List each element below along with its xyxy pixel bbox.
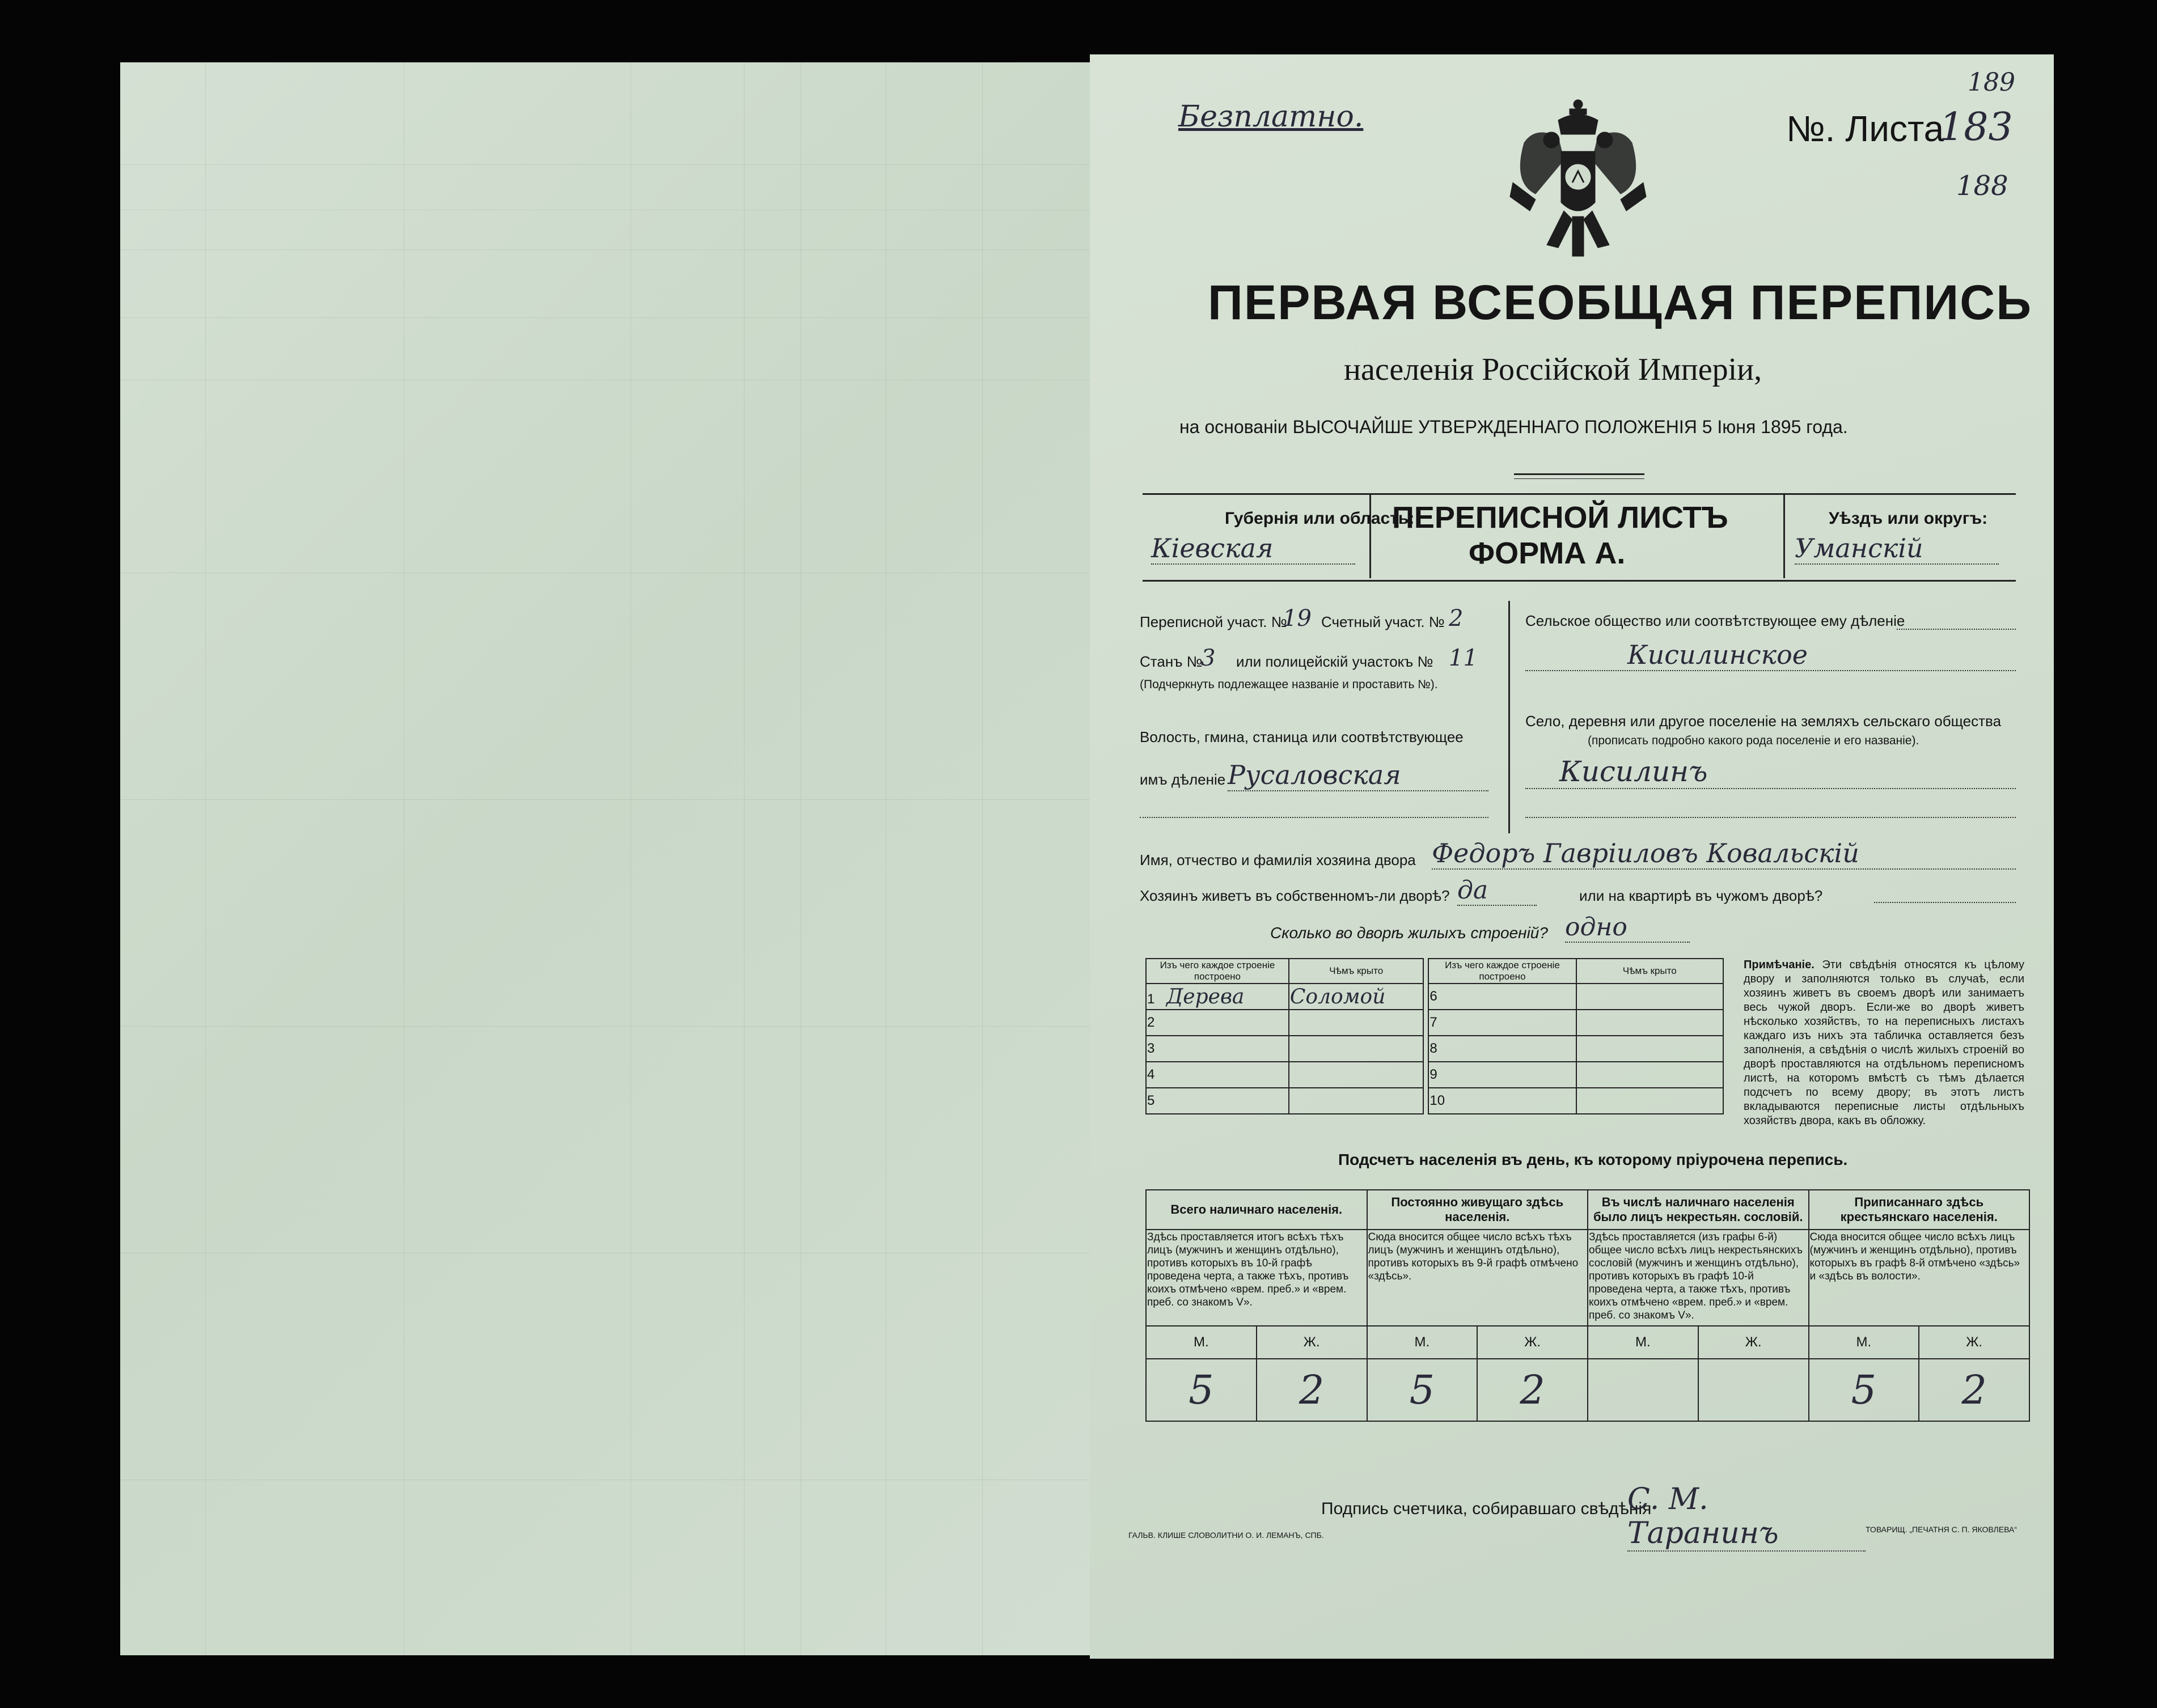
table-row: 1 Дерева Соломой 6 — [1146, 984, 1723, 1010]
sheet-number-below: 188 — [1956, 170, 2008, 202]
row1-roof: Соломой — [1289, 985, 1386, 1008]
stan-note: (Подчеркнуть подлежащее названіе и проставить №). — [1140, 678, 1438, 691]
registered-peasant-m: 5 — [1809, 1359, 1919, 1421]
count-table — [1145, 1189, 2030, 1422]
census-subtitle: населенія Россійской Имперіи, — [1344, 352, 1762, 387]
count-title: Подсчетъ населенія въ день, къ которому пріурочена перепись. — [1338, 1151, 1848, 1168]
registered-peasant-f: 2 — [1919, 1359, 2029, 1421]
gubernia-label: Губернія или область: — [1225, 509, 1415, 528]
fields-divider — [1508, 601, 1510, 833]
count-col2-desc: Сюда вносится общее число всѣхъ тѣхъ лицъ (мужчинъ и женщинъ отдѣльно), противъ которыхъ въ 9-й графѣ отмѣчено «здѣсь». — [1367, 1230, 1588, 1326]
owner-value: Федоръ Гаврiиловъ Ковальскiй — [1432, 838, 2016, 870]
sheet-number-corner: 189 — [1968, 68, 2015, 97]
village-note: (прописать подробно какого рода поселеніе и его названіе). — [1588, 734, 1919, 747]
society-line-top — [1897, 628, 2016, 630]
count-col1-head: Всего наличнаго населенія. — [1146, 1190, 1367, 1230]
left-page — [120, 62, 1091, 1655]
table-row: 5 10 — [1146, 1088, 1723, 1114]
stan-value: 3 — [1201, 645, 1216, 671]
note-title: Примѣчаніе. — [1744, 959, 1815, 971]
buildings-col-material-1: Изъ чего каждое строеніе построено — [1146, 959, 1289, 984]
table-row: 2 7 — [1146, 1010, 1723, 1036]
ornament-divider — [1514, 473, 1644, 479]
count-f-label: Ж. — [1257, 1326, 1367, 1359]
form-title-line1: ПЕРЕПИСНОЙ ЛИСТЪ — [1392, 501, 1728, 535]
count-m-label: М. — [1146, 1326, 1257, 1359]
buildings-col-roof-1: Чѣмъ крыто — [1289, 959, 1424, 984]
count-f-label: Ж. — [1919, 1326, 2029, 1359]
signature-label: Подпись счетчика, собиравшаго свѣдѣнія — [1321, 1499, 1652, 1518]
total-present-m: 5 — [1146, 1359, 1257, 1421]
police-label: или полицейскій участокъ № — [1236, 653, 1433, 670]
owner-label: Имя, отчество и фамилія хозяина двора — [1140, 851, 1416, 868]
society-label: Сельское общество или соотвѣтствующее ему дѣленіе — [1525, 612, 1905, 629]
uezd-value: Уманскій — [1795, 533, 1999, 565]
permanent-m: 5 — [1367, 1359, 1478, 1421]
society-value: Кисилинское — [1525, 639, 2016, 671]
count-m-label: М. — [1367, 1326, 1478, 1359]
village-value: Кисилинъ — [1525, 755, 2016, 789]
count-district-label: Счетный участ. № — [1321, 613, 1445, 630]
count-col2-head: Постоянно живущаго здѣсь населенія. — [1367, 1190, 1588, 1230]
non-peasant-m — [1588, 1359, 1698, 1421]
rent-label: или на квартирѣ въ чужомъ дворѣ? — [1579, 887, 1823, 904]
stan-label: Станъ № — [1140, 653, 1203, 670]
village-extra-line — [1525, 816, 2016, 818]
form-header-divider-left — [1369, 493, 1371, 578]
sheet-number-value: 183 — [1939, 105, 2013, 150]
census-basis: на основаніи ВЫСОЧАЙШЕ УТВЕРЖДЕННАГО ПОЛОЖЕНІЯ 5 Іюня 1895 года. — [1179, 417, 1848, 437]
buildings-value: одно — [1565, 913, 1690, 943]
count-m-label: М. — [1588, 1326, 1698, 1359]
census-district-value: 19 — [1283, 605, 1312, 632]
free-label: Безплатно. — [1178, 100, 1364, 134]
census-district-label: Переписной участ. № — [1140, 613, 1287, 630]
volost-value: Русаловская — [1228, 760, 1488, 791]
police-value: 11 — [1449, 645, 1478, 671]
owns-value: да — [1457, 876, 1537, 906]
imperial-eagle-emblem — [1502, 98, 1655, 262]
non-peasant-f — [1698, 1359, 1809, 1421]
count-district-value: 2 — [1449, 605, 1464, 632]
row1-material: Дерева — [1166, 985, 1245, 1008]
note-text: Эти свѣдѣнія относятся къ цѣлому двору и заполняются только въ случаѣ, если хозяинъ живетъ въ своемъ дворѣ или занимаетъ весь чужой дворъ. Если-же во дворѣ живетъ нѣсколько хозяйствъ, то на переписныхъ листахъ каждаго изъ нихъ эта табличка оставляется безъ заполненія, а свѣдѣнія о числѣ жилыхъ строеній во дворѣ проставляются на отдѣльномъ переписномъ листѣ, на которомъ вмѣстѣ съ тѣмъ дѣлается подсчетъ по всему двору; въ этотъ листъ вкладываются переписные листы отдѣльныхъ хозяйствъ двора, какъ въ обложку. — [1744, 959, 2024, 1127]
rent-line — [1874, 901, 2016, 903]
permanent-f: 2 — [1477, 1359, 1588, 1421]
sheet-number-label: №. Листа — [1786, 108, 1944, 149]
form-title-line2: ФОРМА А. — [1469, 536, 1626, 570]
count-f-label: Ж. — [1698, 1326, 1809, 1359]
count-col3-head: Въ числѣ наличнаго населенія было лицъ некрестьян. сословій. — [1588, 1190, 1809, 1230]
volost-label-2: имъ дѣленіе — [1140, 771, 1226, 788]
signature-value: С. М. Таранинъ — [1627, 1482, 1866, 1552]
table-row: 4 9 — [1146, 1062, 1723, 1088]
census-title: ПЕРВАЯ ВСЕОБЩАЯ ПЕРЕПИСЬ — [1208, 276, 2033, 330]
form-header-divider-right — [1783, 493, 1785, 578]
owns-label: Хозяинъ живетъ въ собственномъ-ли дворѣ? — [1140, 887, 1450, 904]
buildings-label: Сколько во дворѣ жилыхъ строеній? — [1270, 924, 1548, 942]
buildings-col-material-2: Изъ чего каждое строеніе построено — [1428, 959, 1576, 984]
volost-extra-line — [1140, 816, 1488, 818]
buildings-table — [1145, 958, 1724, 1114]
footer-right: ТОВАРИЩ. „ПЕЧАТНЯ С. П. ЯКОВЛЕВА“ — [1866, 1525, 2017, 1534]
count-col4-head: Приписаннаго здѣсь крестьянскаго населенія. — [1809, 1190, 2030, 1230]
gubernia-value: Кіевская — [1151, 533, 1355, 565]
count-col4-desc: Сюда вносится общее число всѣхъ лицъ (мужчинъ и женщинъ отдѣльно), противъ которыхъ въ графѣ 8-й отмѣчено «здѣсь» и «здѣсь въ волости». — [1809, 1230, 2030, 1326]
count-f-label: Ж. — [1477, 1326, 1588, 1359]
volost-label-1: Волость, гмина, станица или соотвѣтствующее — [1140, 728, 1464, 745]
count-col3-desc: Здѣсь проставляется (изъ графы 6-й) общее число всѣхъ лицъ некрестьянскихъ сословій (мужчинъ и женщинъ отдѣльно), противъ которыхъ въ графѣ 10-й проведена черта, а также тѣхъ, противъ коихъ отмѣчено «врем. преб.» и «врем. преб. со знакомъ V». — [1588, 1230, 1809, 1326]
uezd-label: Уѣздъ или округъ: — [1829, 509, 1988, 528]
count-m-label: М. — [1809, 1326, 1919, 1359]
table-row: 3 8 — [1146, 1036, 1723, 1062]
village-label: Село, деревня или другое поселеніе на земляхъ сельскаго общества — [1525, 713, 2002, 730]
count-col1-desc: Здѣсь проставляется итогъ всѣхъ тѣхъ лицъ (мужчинъ и женщинъ отдѣльно), противъ которыхъ въ 10-й графѣ проведена черта, а также тѣхъ, противъ коихъ отмѣчено «врем. преб.» и «врем. преб. со знакомъ V». — [1146, 1230, 1367, 1326]
footer-left: ГАЛЬВ. КЛИШЕ СЛОВОЛИТНИ О. И. ЛЕМАНЪ, СПБ. — [1128, 1531, 1324, 1540]
total-present-f: 2 — [1257, 1359, 1367, 1421]
buildings-col-roof-2: Чѣмъ крыто — [1576, 959, 1723, 984]
note-block — [1744, 958, 2024, 1128]
row6-number: 6 — [1428, 984, 1576, 1010]
